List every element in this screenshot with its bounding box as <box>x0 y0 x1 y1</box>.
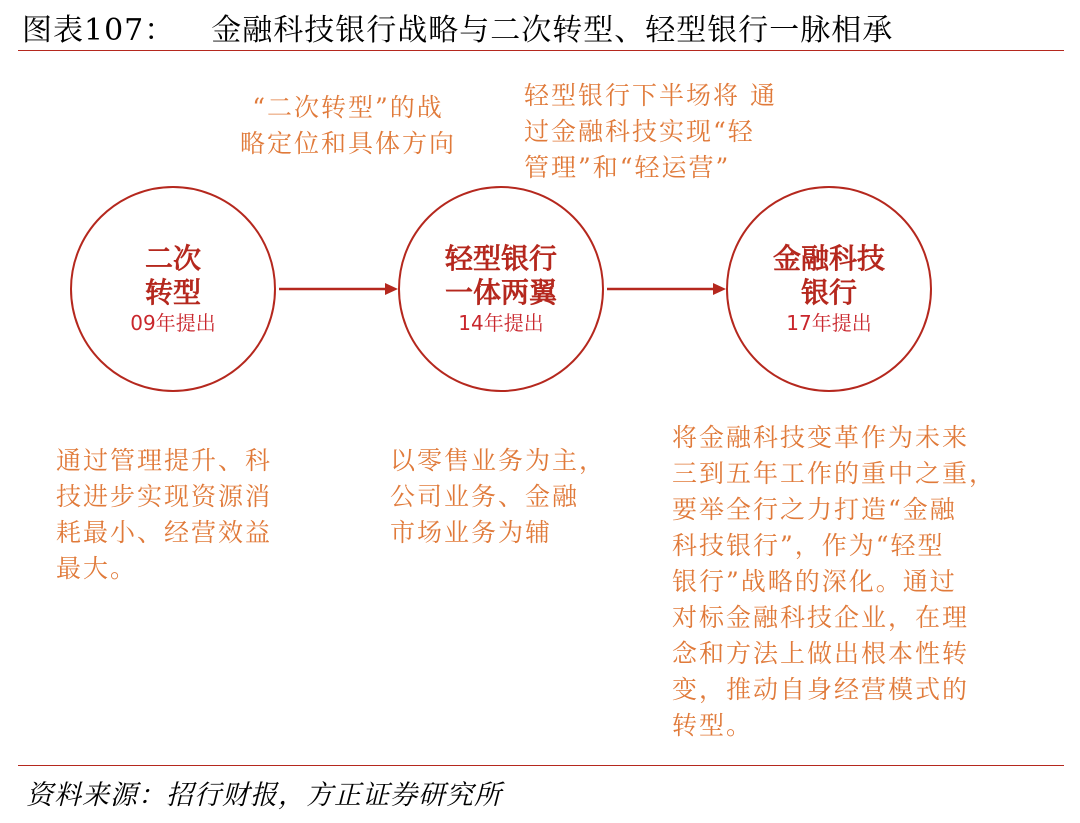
arrow-stage2-to-stage3 <box>607 281 727 297</box>
figure-title <box>22 8 1062 46</box>
title-divider <box>18 50 1064 51</box>
arrow-stage1-to-stage2 <box>279 281 399 297</box>
stage-year: 17年提出 <box>786 311 872 335</box>
footer-divider <box>18 765 1064 766</box>
annotation-erci-zhuanxing-direction: “二次转型”的战 略定位和具体方向 <box>239 93 456 158</box>
figure-title-text: 金融科技银行战略与二次转型、轻型银行一脉相承 <box>211 13 894 48</box>
source-note: 资料来源：招行财报，方正证券研究所 <box>26 779 502 811</box>
stage-node-light-bank <box>398 186 604 392</box>
stage-node-secondary-transformation <box>70 186 276 392</box>
stage-year: 14年提出 <box>458 311 544 335</box>
stage-name: 轻型银行 一体两翼 <box>444 242 557 309</box>
annotation-stage1-detail: 通过管理提升、科 技进步实现资源消 耗最小、经营效益 最大。 <box>56 446 273 583</box>
annotation-light-bank-second-half: 轻型银行下半场将 通 过金融科技实现“轻 管理”和“轻运营” <box>524 81 777 182</box>
annotation-stage3-detail: 将金融科技变革作为未来 三到五年工作的重中之重， 要举全行之力打造“金融 科技银行”，作为“轻型 银行”战略的深化。通过 对标金融科技企业，在理 念和方法上做出根本性转 变，推动自身经营模式的 转型。 <box>672 423 997 740</box>
stage-node-fintech-bank <box>726 186 932 392</box>
figure-label: 图表107： <box>22 13 176 48</box>
annotation-stage2-detail: 以零售业务为主， 公司业务、金融 市场业务为辅 <box>390 446 607 547</box>
stage-name: 金融科技 银行 <box>772 242 885 309</box>
stage-year: 09年提出 <box>130 311 216 335</box>
stage-name: 二次 转型 <box>144 242 201 309</box>
